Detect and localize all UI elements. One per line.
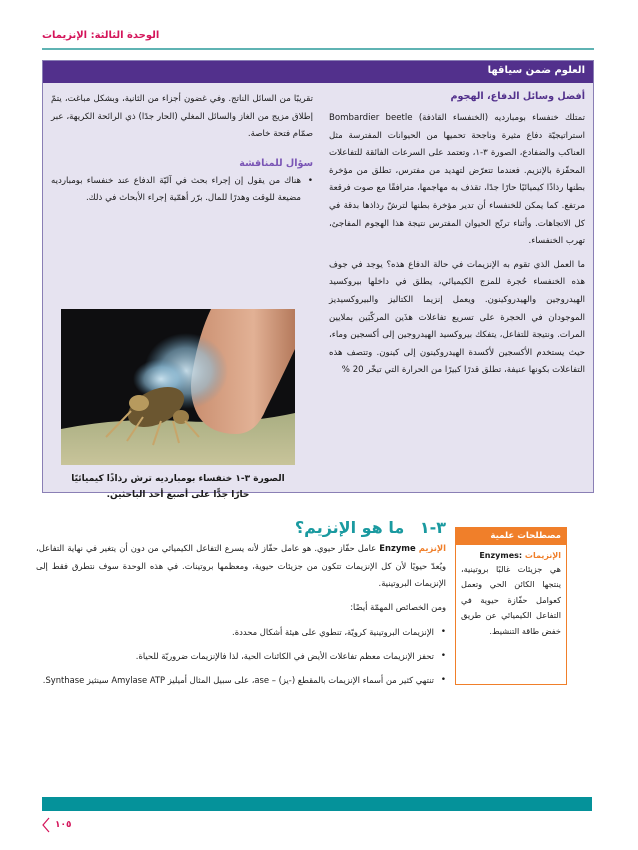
unit-header: الوحدة الثالثة: الإنزيمات <box>42 30 160 41</box>
discussion-item: • هناك من يقول إن إجراء بحث في آليّة الدفاع عند خنفساء بومبارديه مضيعة للوقت وهدرًا للمال. برّر أهمّية إجراء الأبحاث في ذلك. <box>51 173 313 208</box>
context-paragraph-2: ما العمل الذي تقوم به الإنزيمات في حالة الدفاع هذه؟ يوجد في جوف هذه الخنفساء حُجرة للمزج الكيميائي، يطلق في داخلها بيروكسيد الهيدروجين والهيدروكينون. ويعمل إنزيما الكتاليز والبيروكسيديز الموجودان في الحجرة على تسريع تفاعلات هذَين المركّبَين بملايين المرات. ونتيجة للتفاعل، يتفكك بيروكسيد الهيدروجين إلى أكسجين وماء، حيث يستخدم الأكسجين لأكسدة الهيدروكينون إلى كينون. وتتصف هذه التفاعلات بكونها عنيفة، تطلق قدرًا كبيرًا من الحرارة التي تبخّر 20 % <box>329 259 585 376</box>
list-item: • تنتهي كثير من أسماء الإنزيمات بالمقطع (-يز) – ase، على سبيل المثال أميليز Amylase ATP سينثيز Synthase. <box>36 672 446 690</box>
context-paragraph-3: تقريبًا من السائل الناتج. وفي غضون أجزاء من الثانية، وبشكل مباغت، يتمّ إطلاق مزيج من الغاز والسائل المغلي (الحار جدًا) ذي الرائحة الكريهة، عبر صمّام فتحة خاصة. <box>51 94 313 140</box>
main-text <box>36 540 446 689</box>
beetle-photo <box>61 309 295 465</box>
term-heading <box>461 551 561 560</box>
list-item: • تحفز الإنزيمات معظم تفاعلات الأيض في الكائنات الحية، لذا فالإنزيمات ضروريّة للحياة. <box>36 648 446 666</box>
beetle-spray-illustration <box>61 309 295 465</box>
section-heading <box>150 518 446 537</box>
term-english: Enzymes: <box>479 551 523 560</box>
list-intro: ومن الخصائص المهمّة أيضًا: <box>350 601 446 612</box>
term-arabic: الإنزيمات <box>524 551 561 560</box>
context-right-column <box>329 91 585 380</box>
header-divider <box>42 48 594 50</box>
intro-paragraph <box>36 540 446 593</box>
discussion-title: سؤال للمناقشة <box>239 157 313 169</box>
page-number-area <box>42 817 71 833</box>
chevron-left-icon <box>42 817 50 833</box>
figure <box>51 291 311 500</box>
footer-bar <box>42 797 592 811</box>
context-box-title: العلوم ضمن سياقها <box>43 61 593 83</box>
keyword-arabic: الإنزيم <box>418 543 446 553</box>
keyword-english: Enzyme <box>379 543 416 553</box>
scientific-terms-box <box>455 527 567 685</box>
list-item: • الإنزيمات البروتينية كرويّة، تنطوي على هيئة أشكال محددة. <box>36 624 446 642</box>
context-subtitle: أفضل وسائل الدفاع، الهجوم <box>450 91 585 102</box>
section-number: ٣-١ <box>419 518 446 537</box>
terms-box-body <box>456 545 566 645</box>
terms-box-title: مصطلحات علمية <box>456 528 566 545</box>
science-in-context-box <box>42 60 594 500</box>
context-left-column <box>51 91 313 208</box>
figure-caption: الصورة ٣-١ خنفساء بومبارديه ترش رذاذًا كيميائيًا حارًا جدًّا على أصبع أحد الباحثين. <box>71 474 285 500</box>
intro-text: عامل حفّاز حيوي. هو عامل حفّاز لأنه يسرع التفاعل الكيميائي من دون أن يتغير في نهاية التفاعل، ويُعدّ حيويًا لأن كل الإنزيمات تتكون من جزيئات حيوية، ومعظمها بروتينات. في هذه الوحدة سوف نتطرق فقط إلى الإنزيمات البروتينية. <box>36 543 446 589</box>
page-number: ١٠٥ <box>55 820 72 830</box>
section-title-text: ما هو الإنزيم؟ <box>294 518 405 537</box>
properties-list <box>36 624 446 689</box>
term-definition: هي جزيئات غالبًا بروتينية، ينتجها الكائن الحي وتعمل كعوامل حفّازة حيوية في التفاعل الكيميائي عن طريق خفض طاقة التنشيط. <box>461 564 561 636</box>
context-paragraph-1: تمتلك خنفساء بومبارديه (الخنفساء القاذفة) Bombardier beetle استراتيجيّة دفاع مثيرة وناجحة تحميها من الحيوانات المفترسة مثل العناكب والضفادع، الصورة ٣-١، وتعتمد على السرعات الفائقة للتفاعلات المحفّزة بالإنزيم. فعندما تتعرّض لتهديد من مفترس، تطلق من مؤخرة بطنها رذاذًا كيميائيًا حارًا جدًا، تقذف به مهاجمها، مترافقًا مع صوت فرقعة مرتفع. كما يمكن للخنفساء أن تدير مؤخرة بطنها لترشّ رذاذها بدقة في كل الاتجاهات. وأثناء ترنّح الحيوان المفترس نتيجة هذا الهجوم المفاجئ، تهرب الخنفساء. <box>329 113 585 247</box>
